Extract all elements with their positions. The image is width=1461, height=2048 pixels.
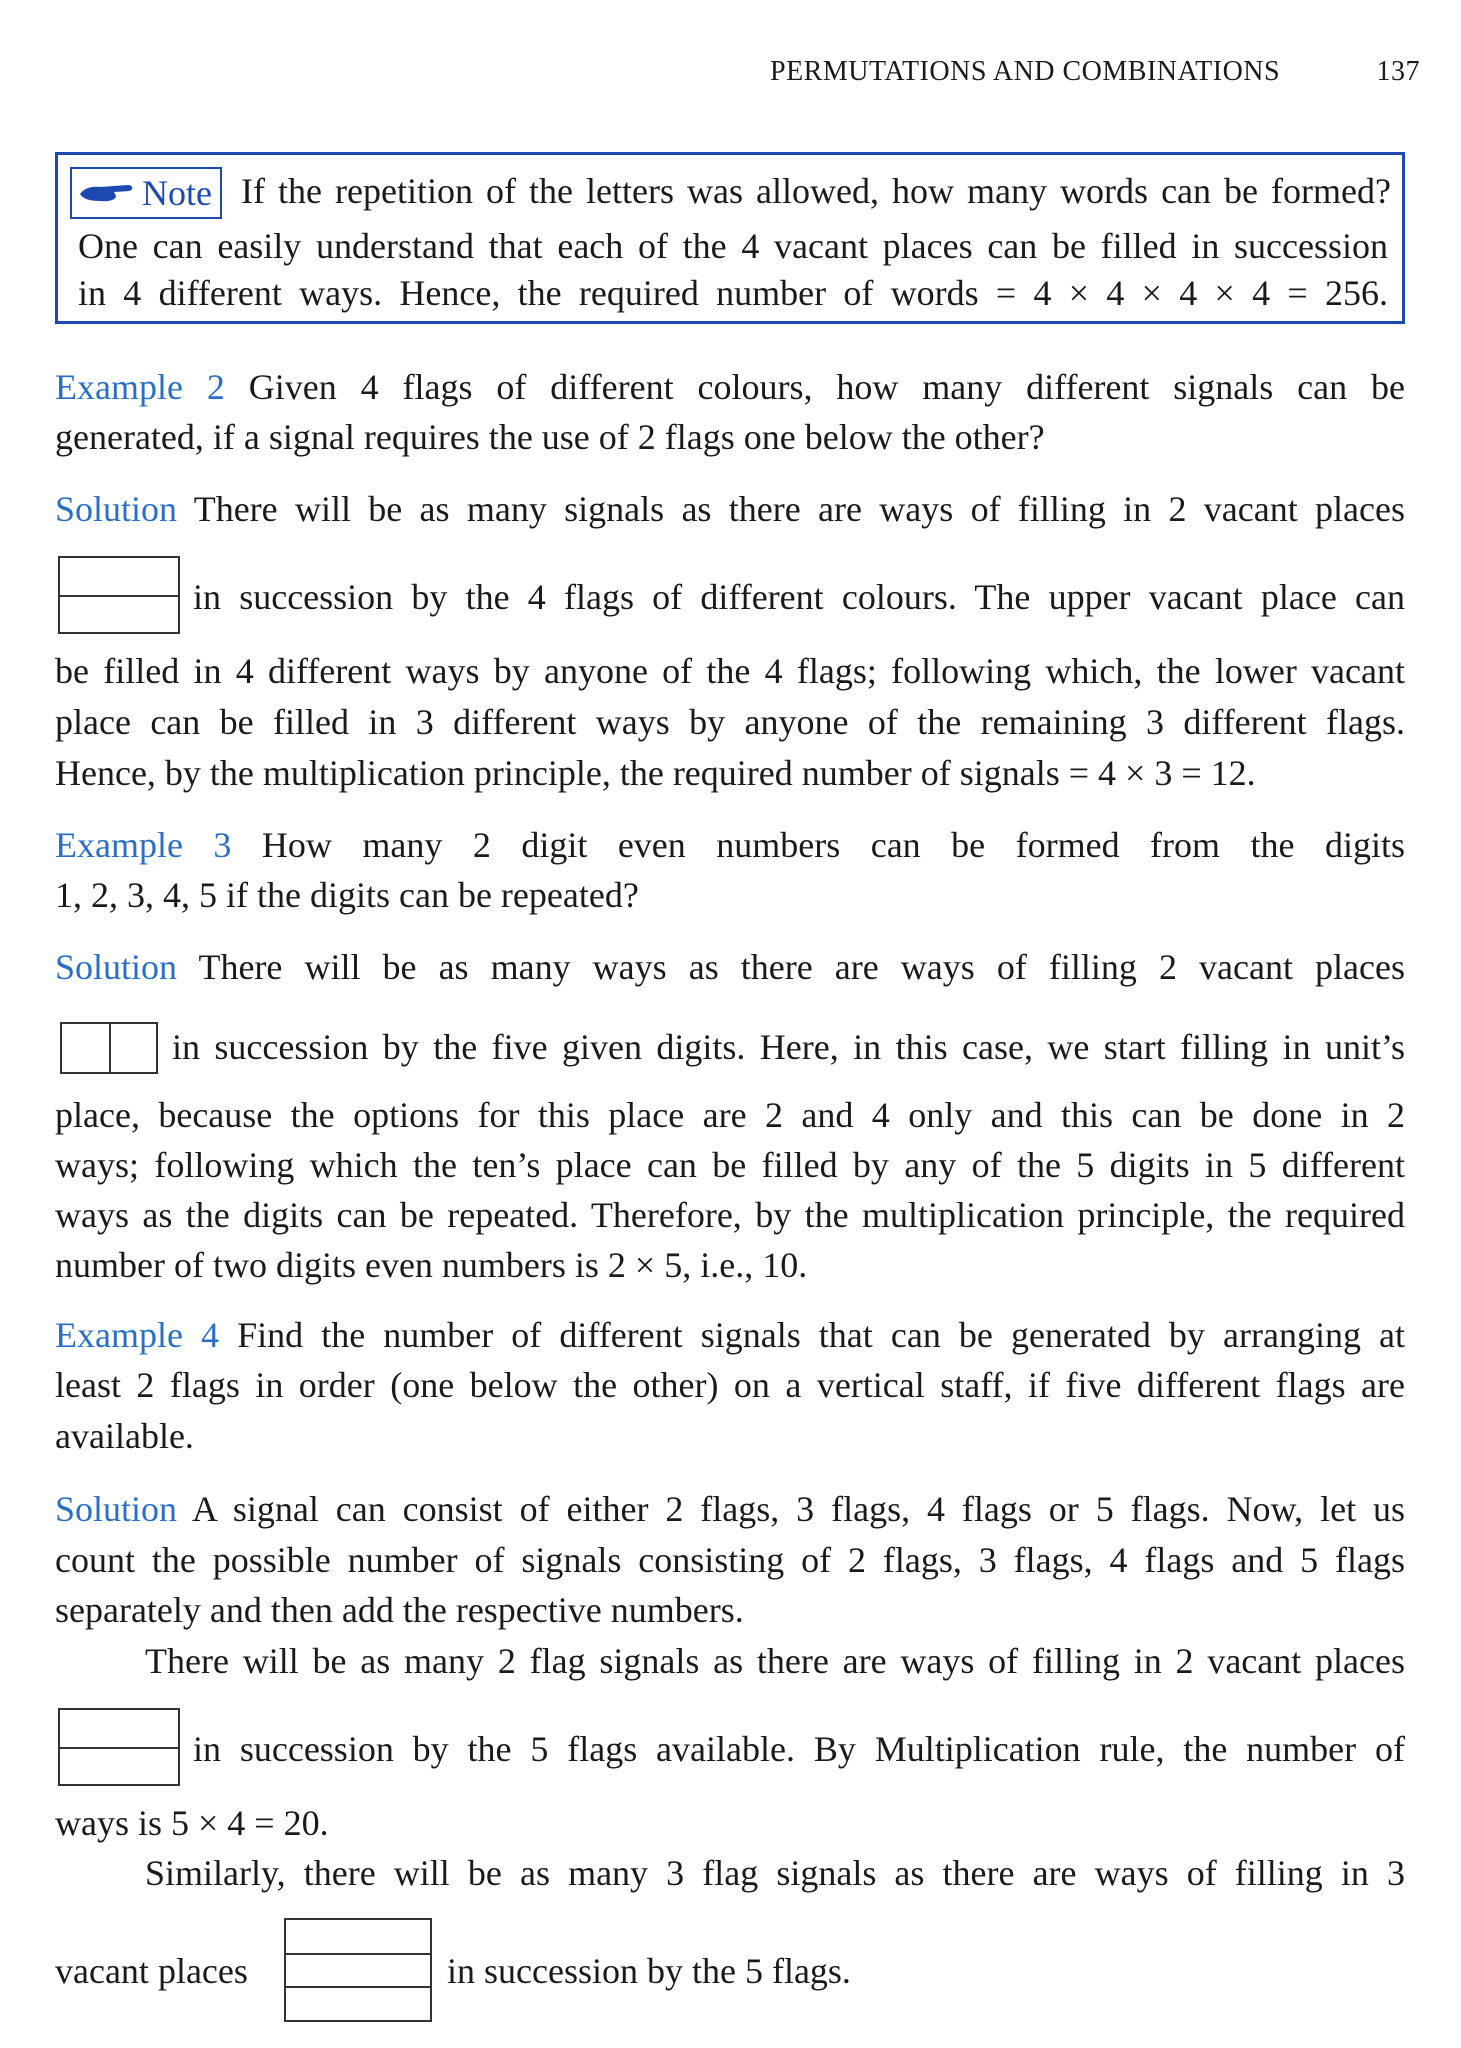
note-tag-label: Note xyxy=(142,173,212,213)
example4-sol-text-1: A signal can consist of either 2 flags, 3 flags, 4 flags or 5 flags. Now, let us xyxy=(191,1489,1406,1529)
note-line-3: in 4 different ways. Hence, the required number of words = 4 × 4 × 4 × 4 = 256. xyxy=(78,273,1388,313)
example3-text-1: How many 2 digit even numbers can be formed from the digits xyxy=(261,825,1405,865)
example4-line-3: available. xyxy=(55,1416,194,1456)
example2-sol-line-2: in succession by the 4 flags of different colours. The upper vacant place can xyxy=(193,577,1405,617)
example4-sol-line-6: ways is 5 × 4 = 20. xyxy=(55,1803,329,1843)
example2-sol-text-1: There will be as many signals as there are ways of filling in 2 vacant places xyxy=(193,489,1405,529)
example2-label: Example 2 xyxy=(55,367,225,407)
example3-solution-label: Solution xyxy=(55,947,178,987)
example2-line-2: generated, if a signal requires the use of 2 flags one below the other? xyxy=(55,417,1045,457)
example4-solution-line-1 xyxy=(55,1484,1405,1535)
example2-sol-line-4: place can be filled in 3 different ways by anyone of the remaining 3 different flags. xyxy=(55,702,1405,742)
example2-line-1 xyxy=(55,362,1405,413)
pointing-hand-icon xyxy=(78,180,136,206)
example2-solution-label: Solution xyxy=(55,489,178,529)
two-vacant-places-vertical-2 xyxy=(58,1708,180,1786)
running-header xyxy=(770,56,1420,88)
example2-solution-line-1 xyxy=(55,484,1405,535)
three-vacant-places-vertical xyxy=(284,1918,432,2022)
example3-solution-line-1 xyxy=(55,942,1405,993)
example4-text-1: Find the number of different signals that can be generated by arranging at xyxy=(237,1315,1405,1355)
note-line-1: If the repetition of the letters was allowed, how many words can be formed? xyxy=(241,171,1391,211)
example2-sol-line-5: Hence, by the multiplication principle, the required number of signals = 4 × 3 = 12. xyxy=(55,753,1256,793)
example3-sol-text-1: There will be as many ways as there are ways of filling 2 vacant places xyxy=(198,947,1405,987)
page-number: 137 xyxy=(1376,56,1420,87)
example3-sol-line-4: ways; following which the ten’s place can be filled by any of the 5 digits in 5 different xyxy=(55,1145,1405,1185)
example3-sol-line-6: number of two digits even numbers is 2 × 5, i.e., 10. xyxy=(55,1245,808,1285)
example4-sol-line-2: count the possible number of signals consisting of 2 flags, 3 flags, 4 flags and 5 flags xyxy=(55,1540,1405,1580)
two-vacant-places-horizontal xyxy=(60,1022,158,1074)
example2-text-1: Given 4 flags of different colours, how many different signals can be xyxy=(248,367,1406,407)
example2-sol-line-3: be filled in 4 different ways by anyone of the 4 flags; following which, the lower vacant xyxy=(55,651,1405,691)
two-vacant-places-vertical xyxy=(58,556,180,634)
note-box xyxy=(55,152,1405,324)
example4-sol-line-8a: vacant places xyxy=(55,1951,248,1991)
example4-sol-line-5: in succession by the 5 flags available. By Multiplication rule, the number of xyxy=(193,1729,1405,1769)
example4-line-1 xyxy=(55,1310,1405,1361)
running-title: PERMUTATIONS AND COMBINATIONS xyxy=(770,56,1281,87)
example4-sol-line-8b: in succession by the 5 flags. xyxy=(447,1951,851,1991)
example4-label: Example 4 xyxy=(55,1315,220,1355)
example3-line-2: 1, 2, 3, 4, 5 if the digits can be repeated? xyxy=(55,875,639,915)
example3-line-1 xyxy=(55,820,1405,871)
example4-sol-line-7: Similarly, there will be as many 3 flag signals as there are ways of filling in 3 xyxy=(145,1853,1405,1893)
example3-sol-line-5: ways as the digits can be repeated. Therefore, by the multiplication principle, the required xyxy=(55,1195,1405,1235)
example3-sol-line-3: place, because the options for this place are 2 and 4 only and this can be done in 2 xyxy=(55,1095,1405,1135)
note-line-2: One can easily understand that each of the 4 vacant places can be filled in succession xyxy=(78,226,1388,266)
note-tag xyxy=(70,167,222,219)
example3-label: Example 3 xyxy=(55,825,232,865)
example4-solution-label: Solution xyxy=(55,1489,178,1529)
example3-sol-line-2: in succession by the five given digits. Here, in this case, we start filling in unit’s xyxy=(172,1027,1405,1067)
example4-line-2: least 2 flags in order (one below the other) on a vertical staff, if five different flags are xyxy=(55,1365,1405,1405)
example4-sol-line-4: There will be as many 2 flag signals as there are ways of filling in 2 vacant places xyxy=(145,1641,1405,1681)
example4-sol-line-3: separately and then add the respective numbers. xyxy=(55,1590,744,1630)
